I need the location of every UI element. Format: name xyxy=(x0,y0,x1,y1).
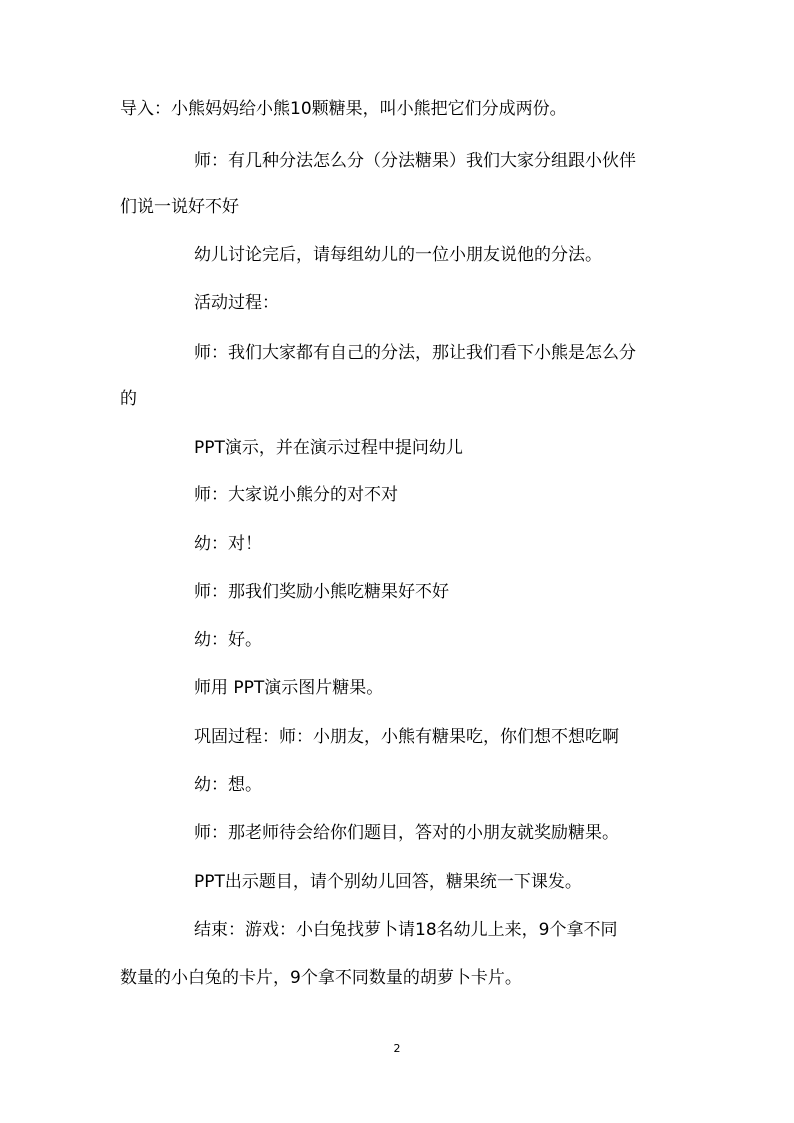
section-heading-activity: 活动过程： xyxy=(194,293,279,313)
paragraph-consolidation: 巩固过程：师：小朋友，小熊有糖果吃，你们想不想吃啊 xyxy=(194,727,619,747)
paragraph-ppt-questions: PPT出示题目，请个别幼儿回答，糖果统一下课发。 xyxy=(194,872,582,892)
paragraph-teacher-ask: 师：大家说小熊分的对不对 xyxy=(194,485,398,505)
paragraph-teacher-questions: 师：那老师待会给你们题目，答对的小朋友就奖励糖果。 xyxy=(194,823,619,843)
paragraph-discussion: 幼儿讨论完后，请每组幼儿的一位小朋友说他的分法。 xyxy=(194,245,602,265)
paragraph-teacher-line1: 师：我们大家都有自己的分法，那让我们看下小熊是怎么分 xyxy=(194,343,636,363)
paragraph-teacher-ppt-images: 师用 PPT演示图片糖果。 xyxy=(194,678,384,698)
paragraph-teacher-question-line2: 们说一说好不好 xyxy=(120,197,239,217)
paragraph-ending-line1: 结束：游戏：小白兔找萝卜请18名幼儿上来，9个拿不同 xyxy=(194,920,618,940)
paragraph-ending-line2: 数量的小白兔的卡片，9个拿不同数量的胡萝卜卡片。 xyxy=(120,968,522,988)
page-number: 2 xyxy=(393,1042,401,1055)
paragraph-child-answer-3: 幼：想。 xyxy=(194,775,262,795)
paragraph-child-answer-2: 幼：好。 xyxy=(194,630,262,650)
paragraph-ppt-demo: PPT演示，并在演示过程中提问幼儿 xyxy=(194,438,463,458)
paragraph-intro: 导入：小熊妈妈给小熊10颗糖果，叫小熊把它们分成两份。 xyxy=(120,99,567,119)
paragraph-teacher-question-line1: 师：有几种分法怎么分（分法糖果）我们大家分组跟小伙伴 xyxy=(194,151,636,171)
paragraph-teacher-reward: 师：那我们奖励小熊吃糖果好不好 xyxy=(194,582,449,602)
paragraph-teacher-line2: 的 xyxy=(120,389,137,409)
paragraph-child-answer-1: 幼：对！ xyxy=(194,534,262,554)
